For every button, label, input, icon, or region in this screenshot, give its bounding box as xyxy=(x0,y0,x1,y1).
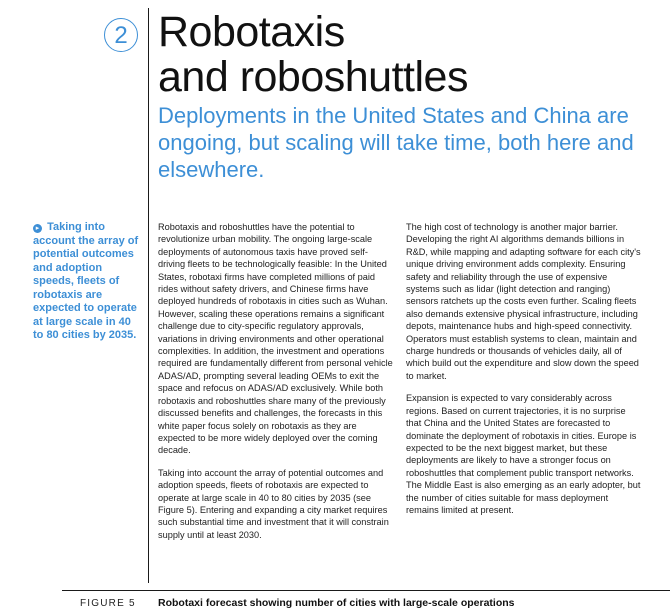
body-column-1 xyxy=(158,221,394,551)
title-line-1: Robotaxis xyxy=(158,8,345,56)
page-subtitle: Deployments in the United States and China are ongoing, but scaling will take time, both here and elsewhere. xyxy=(158,103,634,182)
paragraph: Robotaxis and roboshuttles have the potential to revolutionize urban mobility. The ongoing large-scale deployments of autonomous taxis have proved self-driving fleets to be technologically feasible: In the United States, robotaxi firms have completed millions of paid rides without safety drivers, and Chinese firms have deployed hundreds of robotaxis in cities such as Wuhan. However, scaling these operations remains a significant challenge due to city-specific regulatory approvals, variations in driving environments and other operational complexities. In addition, the investment and operations required are fundamentally different from personal vehicle ADAS/AD, prompting several leading OEMs to exit the space and refocus on ADAS/AD exclusively. While both robotaxis and roboshuttles share many of the previously discussed benefits and challenges, the forecasts in this white paper focus solely on robotaxis as they are expected to be more widely deployed over the coming decade. xyxy=(158,222,393,456)
page-title xyxy=(158,10,648,100)
pull-quote xyxy=(33,221,141,343)
body-column-2 xyxy=(406,221,642,526)
arrow-circle-icon: ▸ xyxy=(33,224,42,233)
pull-quote-text: Taking into account the array of potential outcomes and adoption speeds, fleets of robotaxis are expected to operate at large scale in 40 to 80 cities by 2035. xyxy=(33,221,139,341)
paragraph: Taking into account the array of potential outcomes and adoption speeds, fleets of robotaxis are expected to operate at large scale in 40 to 80 cities by 2035 (see Figure 5). Entering and expanding a city market requires such substantial time and investment that it will constrain supply until at least 2030. xyxy=(158,467,389,540)
vertical-divider xyxy=(148,8,149,583)
section-number: 2 xyxy=(114,22,128,49)
figure-label: FIGURE 5 xyxy=(80,598,136,609)
title-line-2: and roboshuttles xyxy=(158,53,468,101)
figure-divider xyxy=(62,590,670,591)
paragraph: Expansion is expected to vary considerably across regions. Based on current trajectories, it is no surprise that China and the United States are forecasted to dominate the deployment of robotaxis in cities. Europe is expected to be the next biggest market, but these deployments are likely to have a stronger focus on roboshuttles that complement public transport networks. The Middle East is also emerging as an early adopter, but the number of cities suitable for mass deployment remains limited at present. xyxy=(406,393,641,515)
section-number-badge xyxy=(104,18,138,52)
paragraph: The high cost of technology is another major barrier. Developing the right AI algorithms demands billions in R&D, while mapping and adapting software for each city's unique driving environment adds complexity. Ensuring safety and reliability through the use of expensive systems such as lidar (light detection and ranging) sensors ratchets up the costs even further. Scaling fleets also demands extensive physical infrastructure, including depots, maintenance hubs and high-speed connectivity. Operators must establish systems to clean, maintain and charge hundreds or thousands of vehicles daily, all of which build out the expenditure and slow down the speed to market. xyxy=(406,222,641,381)
figure-caption: Robotaxi forecast showing number of cities with large-scale operations xyxy=(158,597,515,609)
